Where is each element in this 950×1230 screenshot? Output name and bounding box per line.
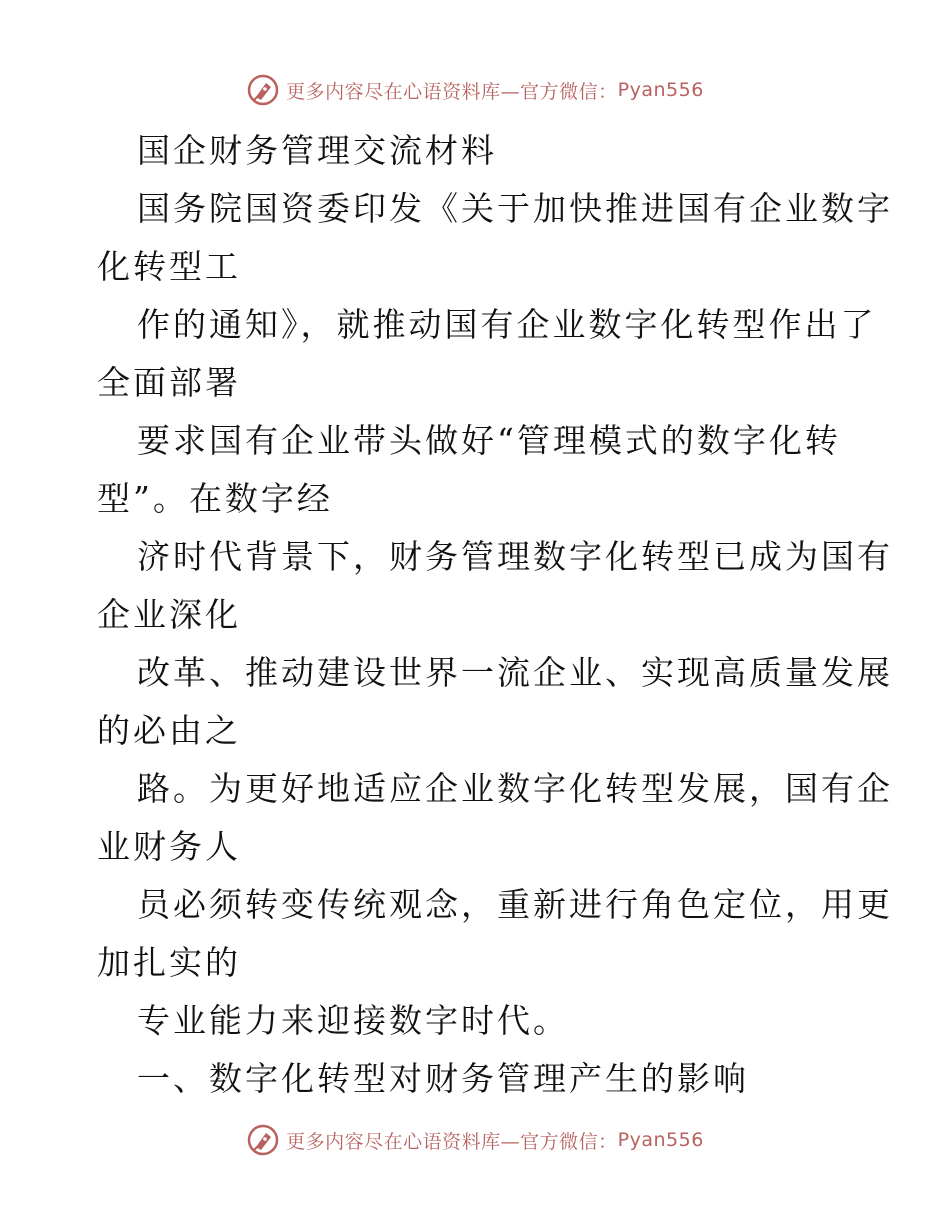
text-line: 作的通知》，就推动国有企业数字化转型作出了 <box>137 305 877 344</box>
watermark-handle: Pyan556 <box>617 79 704 101</box>
header-watermark <box>0 70 950 110</box>
pen-nib-logo-icon <box>246 1123 280 1157</box>
text-line: 一、数字化转型对财务管理产生的影响 <box>137 1059 749 1098</box>
text-line: 济时代背景下，财务管理数字化转型已成为国有 <box>137 537 893 576</box>
text-line: 路。为更好地适应企业数字化转型发展，国有企 <box>137 769 893 808</box>
text-line: 全面部署 <box>97 363 241 402</box>
text-line: 企业深化 <box>97 595 241 634</box>
text-line: 国务院国资委印发《关于加快推进国有企业数字 <box>137 189 893 228</box>
pen-nib-logo-icon <box>246 73 280 107</box>
text-line: 国企财务管理交流材料 <box>137 131 497 170</box>
text-line: 员必须转变传统观念，重新进行角色定位，用更 <box>137 885 893 924</box>
watermark-text: 更多内容尽在心语资料库—官方微信： <box>286 80 618 103</box>
text-line: 改革、推动建设世界一流企业、实现高质量发展 <box>137 653 893 692</box>
footer-watermark <box>0 1120 950 1160</box>
text-line: 加扎实的 <box>97 943 241 982</box>
document-body <box>97 122 893 1108</box>
text-line: 专业能力来迎接数字时代。 <box>137 1001 569 1040</box>
text-line: 型”。在数字经 <box>97 479 333 518</box>
watermark-text: 更多内容尽在心语资料库—官方微信： <box>286 1130 618 1153</box>
text-line: 的必由之 <box>97 711 241 750</box>
text-line: 业财务人 <box>97 827 241 866</box>
watermark-handle: Pyan556 <box>617 1129 704 1151</box>
text-line: 化转型工 <box>97 247 241 286</box>
text-line: 要求国有企业带头做好“管理模式的数字化转 <box>137 421 841 460</box>
